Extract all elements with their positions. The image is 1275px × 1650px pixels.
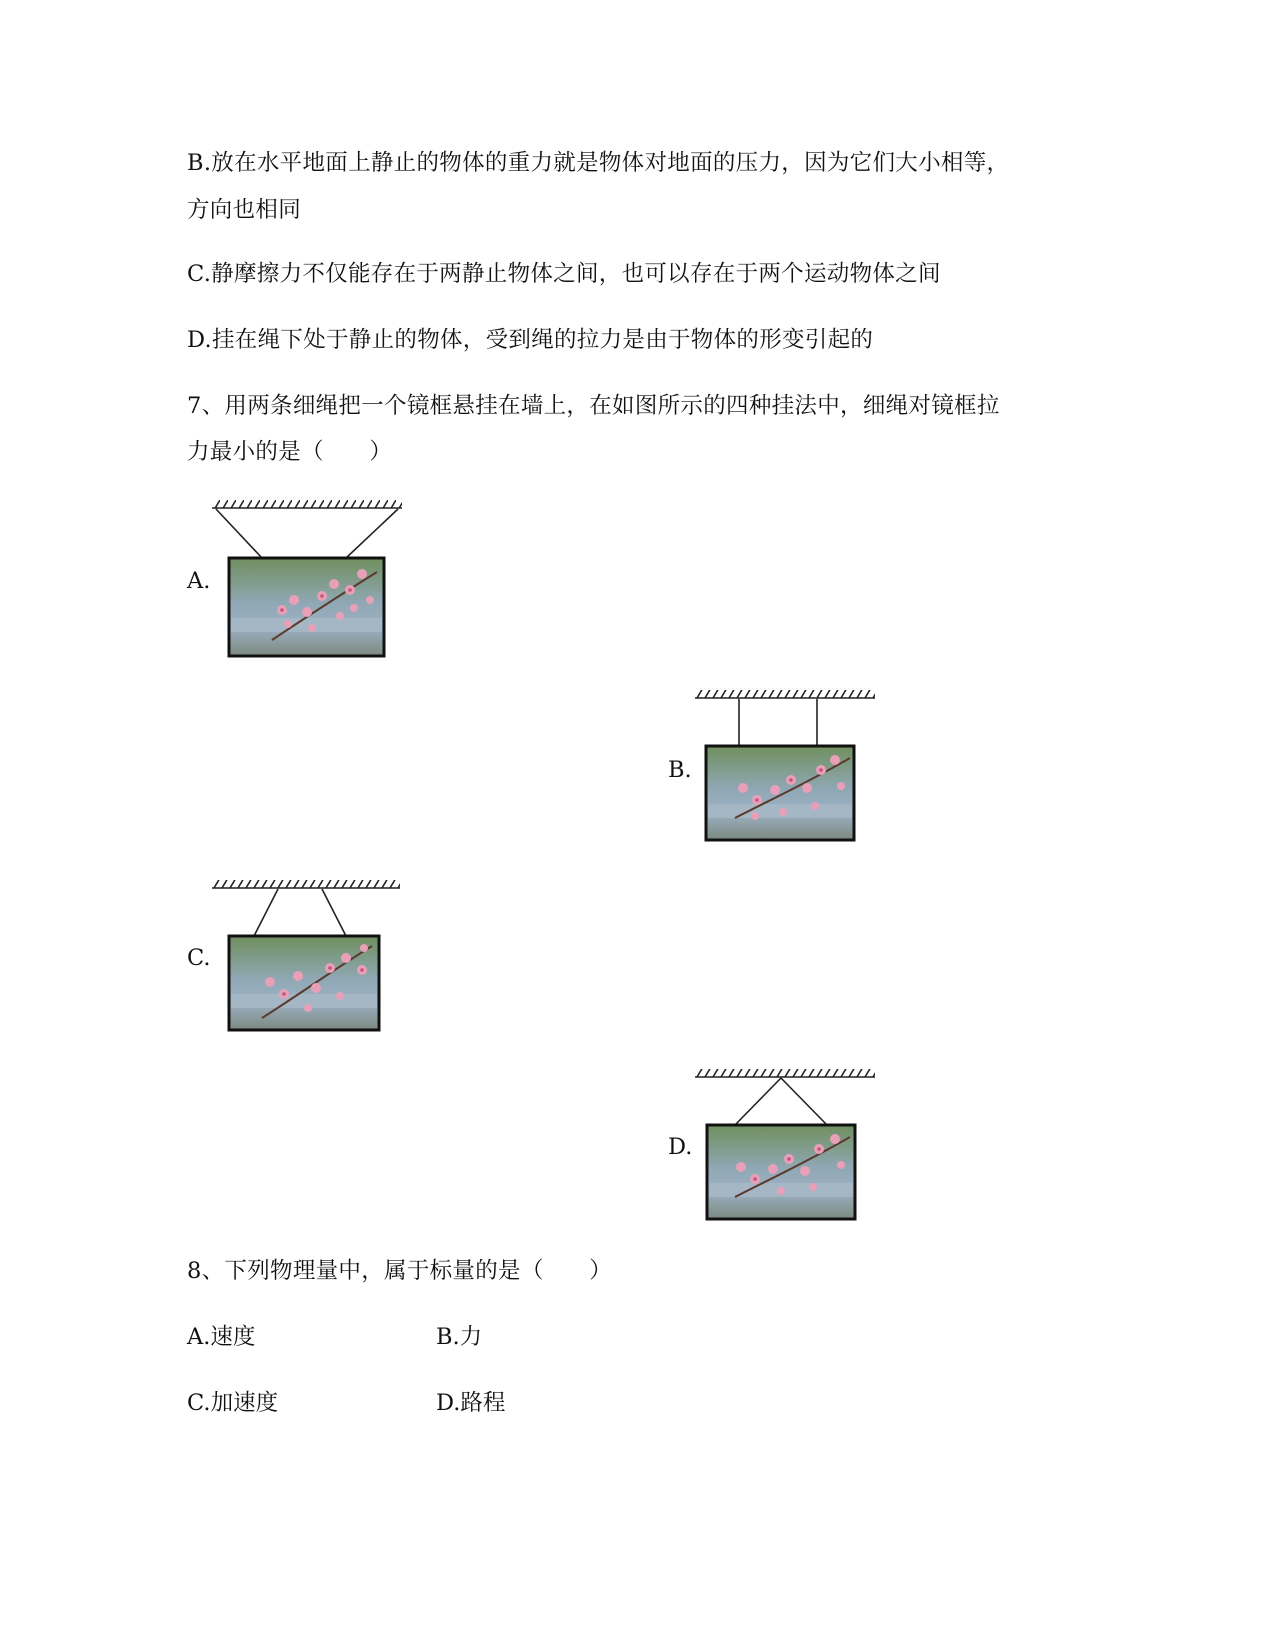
q6-option-c: C.静摩擦力不仅能存在于两静止物体之间，也可以存在于两个运动物体之间 <box>187 261 941 287</box>
q8-stem: 8、下列物理量中，属于标量的是（ ） <box>187 1258 613 1284</box>
q8-option-b: B.力 <box>436 1324 483 1350</box>
q7-option-b-label: B. <box>668 757 692 783</box>
q6-option-d: D.挂在绳下处于静止的物体，受到绳的拉力是由于物体的形变引起的 <box>187 327 874 353</box>
q8-option-d: D.路程 <box>436 1390 506 1416</box>
q6-option-b-line2: 方向也相同 <box>187 197 302 223</box>
q7-option-a-figure <box>212 500 402 660</box>
q8-option-a: A.速度 <box>187 1324 256 1350</box>
q8-option-c: C.加速度 <box>187 1390 279 1416</box>
picture-frame-a <box>229 558 384 656</box>
q7-option-b-figure <box>695 688 880 848</box>
q7-option-a-label: A. <box>187 568 211 594</box>
q6-option-b-line1: B.放在水平地面上静止的物体的重力就是物体对地面的压力，因为它们大小相等， <box>187 150 1010 176</box>
q7-option-c-label: C. <box>187 945 211 971</box>
q7-option-c-figure <box>212 878 402 1038</box>
q7-stem-line1: 7、用两条细绳把一个镜框悬挂在墙上，在如图所示的四种挂法中，细绳对镜框拉 <box>187 393 1000 419</box>
q7-stem-line2: 力最小的是（ ） <box>187 439 393 465</box>
q7-option-d-label: D. <box>668 1134 693 1160</box>
picture-frame-c <box>229 936 379 1030</box>
q7-option-d-figure <box>695 1067 880 1227</box>
picture-frame-d <box>707 1125 855 1219</box>
picture-frame-b <box>706 746 854 840</box>
